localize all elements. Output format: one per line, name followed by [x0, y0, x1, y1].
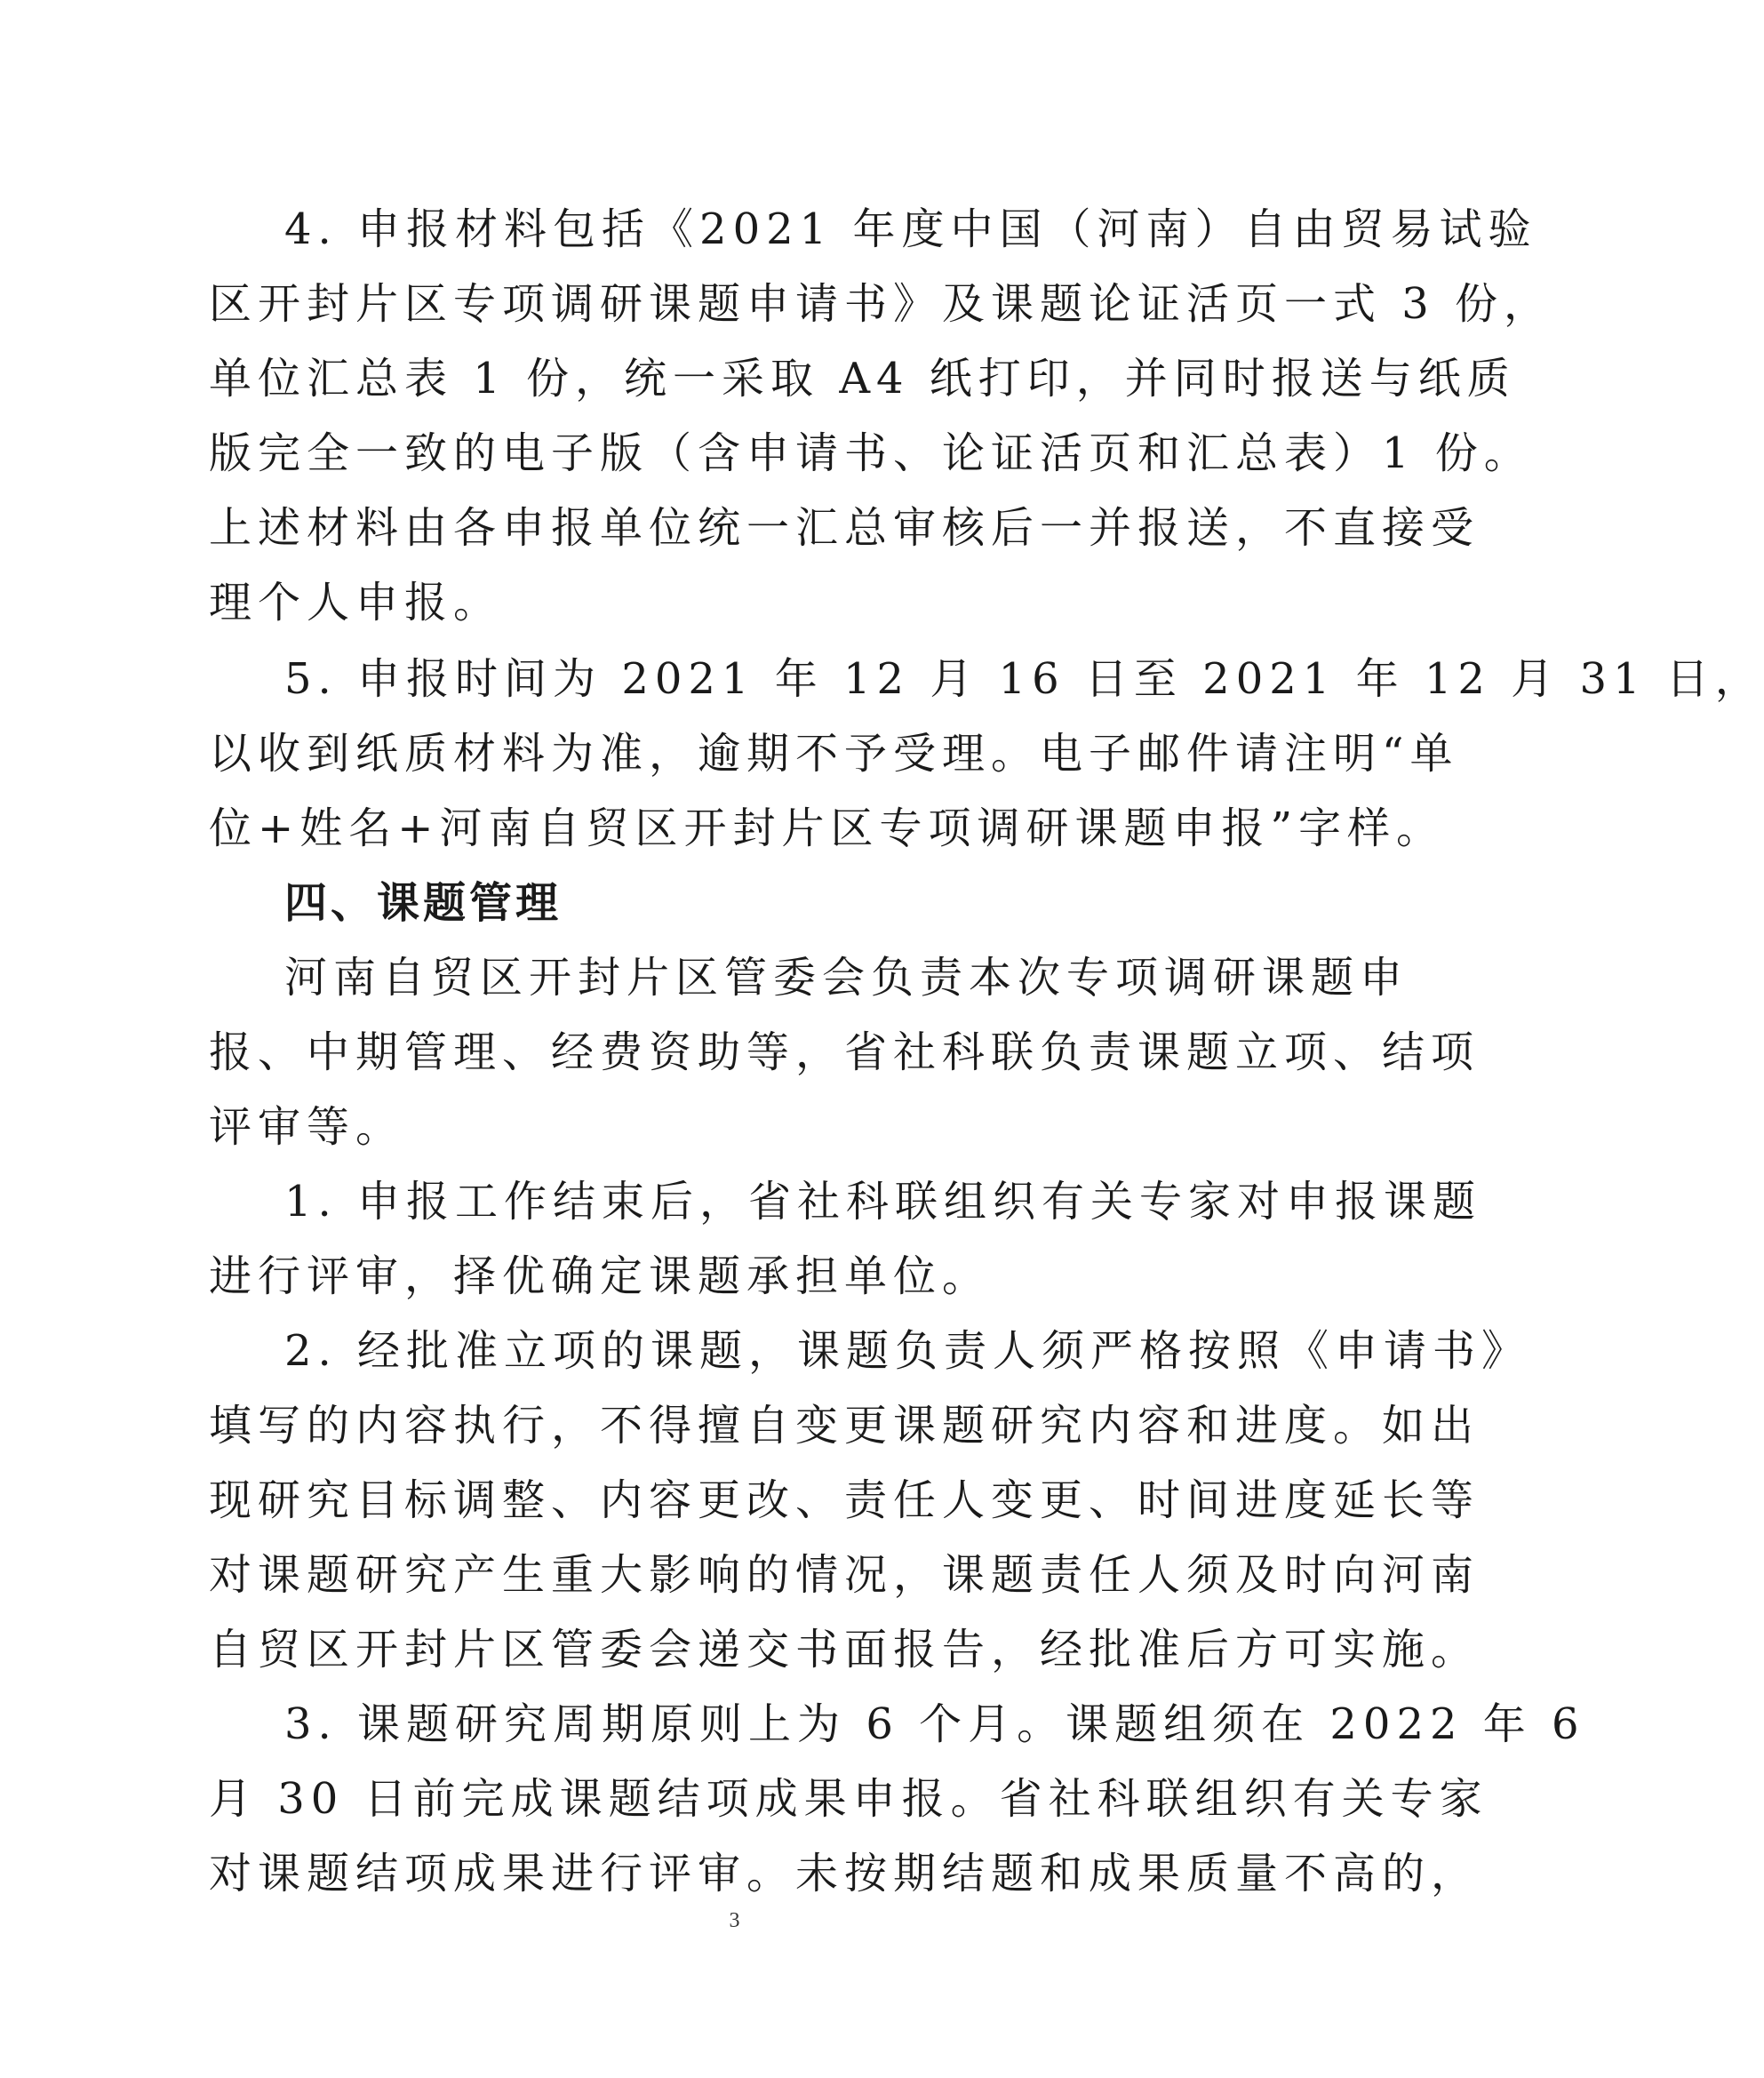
paragraph-line: 进行评审，择优确定课题承担单位。: [209, 1251, 992, 1301]
paragraph-line: 3. 课题研究周期原则上为 6 个月。课题组须在 2022 年 6: [284, 1699, 1585, 1749]
paragraph-line: 以收到纸质材料为准，逾期不予受理。电子邮件请注明“单: [209, 729, 1459, 779]
paragraph-line: 填写的内容执行，不得擅自变更课题研究内容和进度。如出: [209, 1401, 1481, 1451]
paragraph-line: 理个人申报。: [209, 578, 503, 627]
paragraph-line: 对课题结项成果进行评审。未按期结题和成果质量不高的，: [209, 1849, 1481, 1898]
paragraph-line: 单位汇总表 1 份，统一采取 A4 纸打印，并同时报送与纸质: [209, 354, 1516, 404]
paragraph-line: 上述材料由各申报单位统一汇总审核后一并报送，不直接受: [209, 503, 1481, 553]
paragraph-line: 位+姓名+河南自贸区开封片区专项调研课题申报”字样。: [209, 803, 1445, 853]
paragraph-line: 报、中期管理、经费资助等，省社科联负责课题立项、结项: [209, 1027, 1481, 1077]
paragraph-line: 2. 经批准立项的课题，课题负责人须严格按照《申请书》: [284, 1326, 1531, 1376]
paragraph-line: 评审等。: [209, 1102, 405, 1152]
section-heading: 四、课题管理: [284, 878, 563, 928]
paragraph-line: 自贸区开封片区管委会递交书面报告，经批准后方可实施。: [209, 1625, 1481, 1674]
paragraph-line: 1. 申报工作结束后，省社科联组织有关专家对申报课题: [284, 1177, 1482, 1227]
paragraph-line: 现研究目标调整、内容更改、责任人变更、时间进度延长等: [209, 1475, 1481, 1525]
paragraph-line: 区开封片区专项调研课题申请书》及课题论证活页一式 3 份，: [209, 279, 1553, 329]
paragraph-line: 5. 申报时间为 2021 年 12 月 16 日至 2021 年 12 月 31 日，: [284, 654, 1764, 704]
paragraph-line: 河南自贸区开封片区管委会负责本次专项调研课题申: [284, 953, 1409, 1003]
paragraph-line: 版完全一致的电子版（含申请书、论证活页和汇总表）1 份。: [209, 428, 1533, 478]
page-number: 3: [729, 1909, 740, 1932]
paragraph-line: 4. 申报材料包括《2021 年度中国（河南）自由贸易试验: [284, 204, 1537, 254]
paragraph-line: 对课题研究产生重大影响的情况，课题责任人须及时向河南: [209, 1550, 1481, 1600]
paragraph-line: 月 30 日前完成课题结项成果申报。省社科联组织有关专家: [209, 1774, 1489, 1824]
